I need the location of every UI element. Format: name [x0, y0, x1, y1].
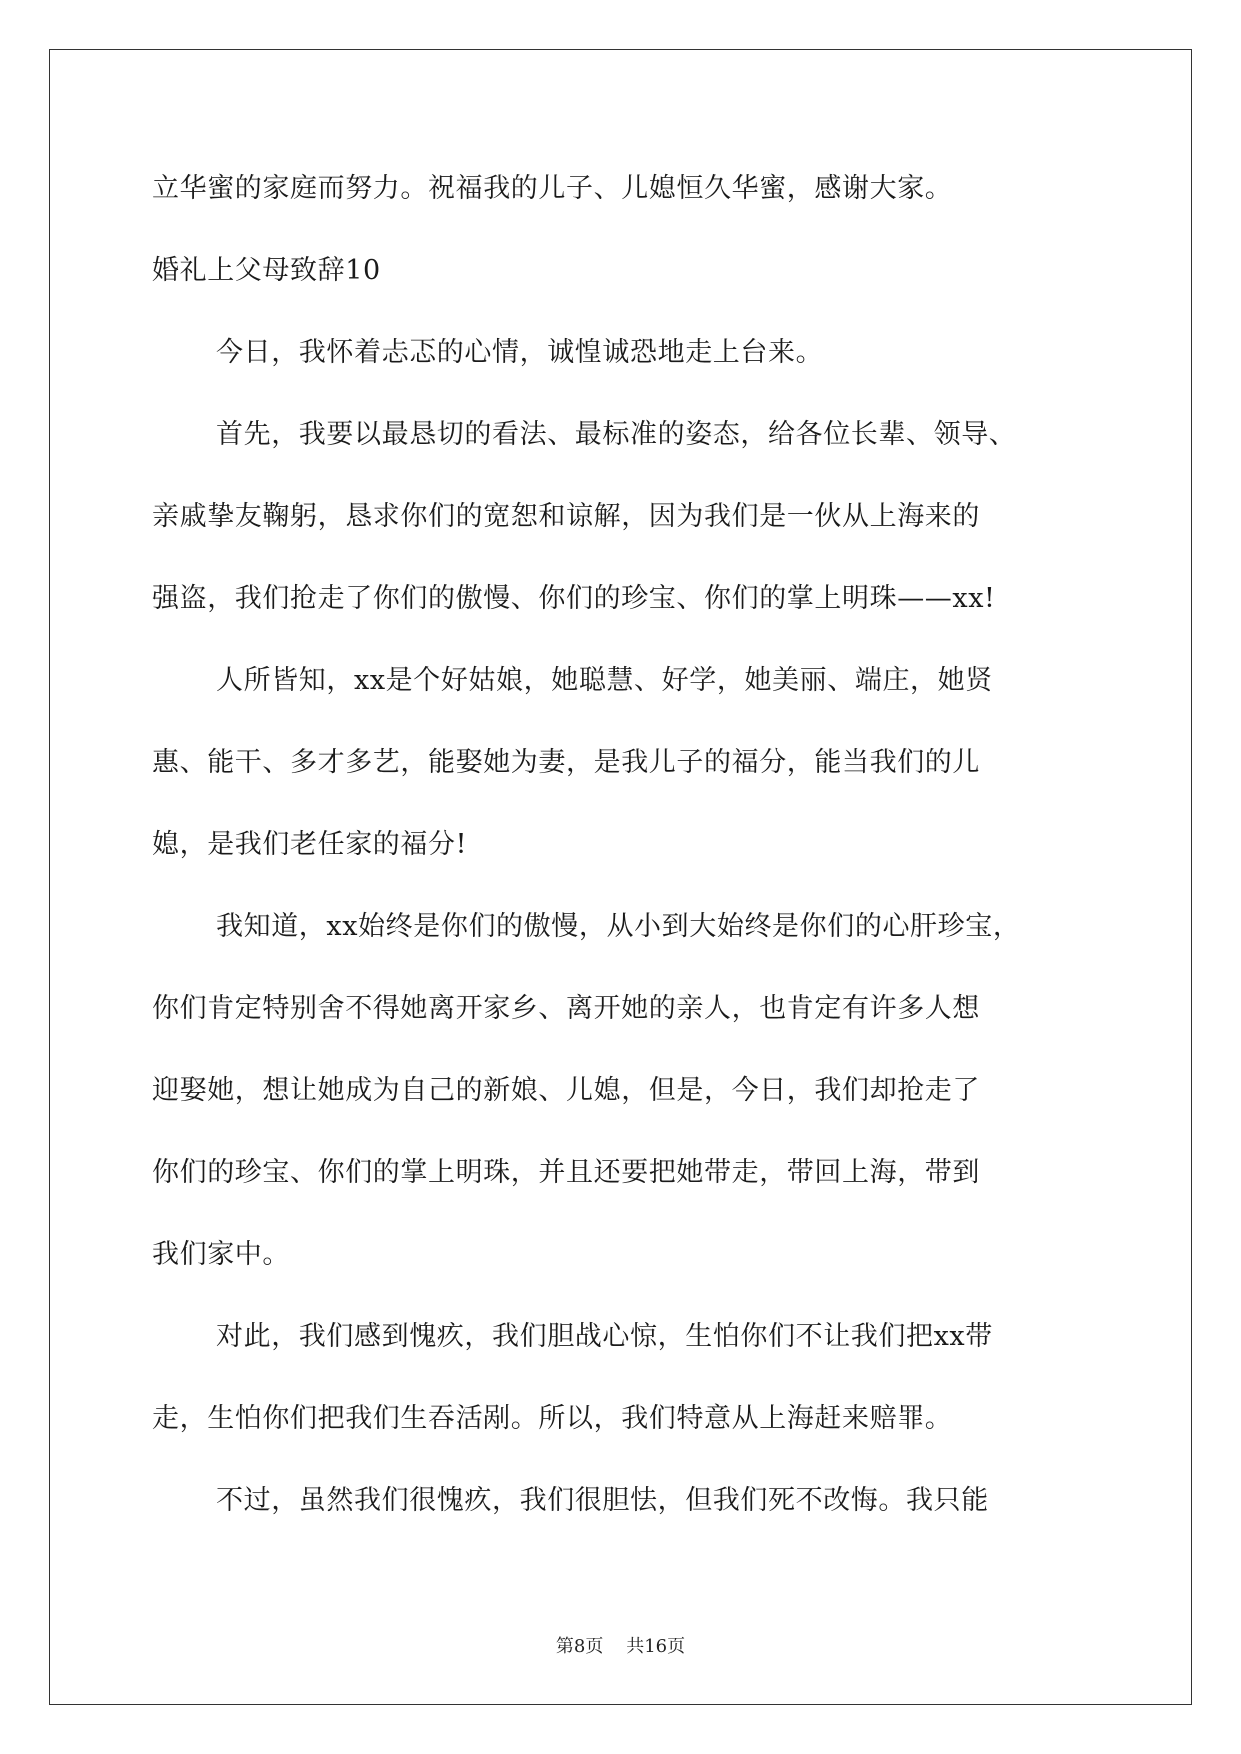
text-line: 人所皆知，xx是个好姑娘，她聪慧、好学，她美丽、端庄，她贤 [216, 665, 993, 696]
text-line: 不过，虽然我们很愧疚，我们很胆怯，但我们死不改悔。我只能 [216, 1485, 989, 1516]
text-line: 我们家中。 [152, 1239, 290, 1270]
text-line: 你们的珍宝、你们的掌上明珠，并且还要把她带走，带回上海，带到 [152, 1157, 980, 1188]
text-line: 惠、能干、多才多艺，能娶她为妻，是我儿子的福分，能当我们的儿 [152, 747, 980, 778]
text-line: 强盗，我们抢走了你们的傲慢、你们的珍宝、你们的掌上明珠——xx! [152, 583, 996, 614]
page-number-footer: 第8页 共16页 [555, 1636, 686, 1657]
text-line: 走，生怕你们把我们生吞活剐。所以，我们特意从上海赶来赔罪。 [152, 1403, 953, 1434]
text-line: 首先，我要以最恳切的看法、最标准的姿态，给各位长辈、领导、 [216, 419, 1017, 450]
text-line: 对此，我们感到愧疚，我们胆战心惊，生怕你们不让我们把xx带 [216, 1321, 993, 1352]
text-line: 你们肯定特别舍不得她离开家乡、离开她的亲人，也肯定有许多人想 [152, 993, 980, 1024]
text-line: 立华蜜的家庭而努力。祝福我的儿子、儿媳恒久华蜜，感谢大家。 [152, 173, 953, 204]
text-line: 我知道，xx始终是你们的傲慢，从小到大始终是你们的心肝珍宝， [216, 911, 1021, 942]
text-line: 媳，是我们老任家的福分! [152, 829, 468, 860]
text-line: 迎娶她，想让她成为自己的新娘、儿媳，但是，今日，我们却抢走了 [152, 1075, 980, 1106]
text-line: 今日，我怀着忐忑的心情，诚惶诚恐地走上台来。 [216, 337, 824, 368]
document-body [152, 148, 1097, 1542]
text-line: 亲戚挚友鞠躬，恳求你们的宽恕和谅解，因为我们是一伙从上海来的 [152, 501, 980, 532]
section-heading: 婚礼上父母致辞10 [152, 255, 381, 286]
